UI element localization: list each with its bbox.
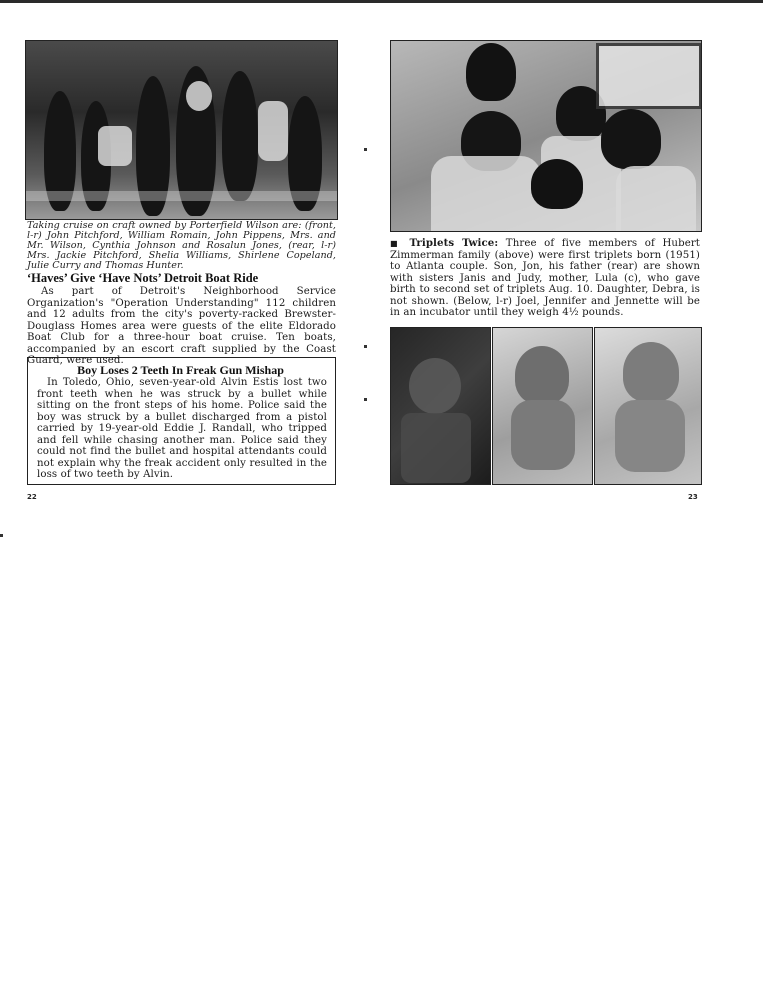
caption-bullet-icon: ■ <box>390 239 402 248</box>
triplets-caption <box>390 238 700 319</box>
boat-ride-headline: ‘Haves’ Give ‘Have Nots’ Detroit Boat Ride <box>27 271 259 285</box>
top-border-rule <box>0 0 763 3</box>
triplets-caption-lead: Triplets Twice: <box>409 237 499 249</box>
zimmerman-family-photo <box>390 40 702 232</box>
triplet-jennette-photo <box>594 327 702 485</box>
gun-mishap-headline: Boy Loses 2 Teeth In Freak Gun Mishap <box>77 363 284 377</box>
page-edge-mark <box>0 534 3 537</box>
boat-photo-caption: Taking cruise on craft owned by Porterfield Wilson are: (front, l-r) John Pitchford, William Romain, John Pippens, Mrs. and Mr. Wilson, Cynthia Johnson and Rosalun Jones, (rear, l-r) Mrs. Jackie Pitchford, Shelia Williams, Shirlene Copeland, Julie Curry and Thomas Hunter. <box>27 220 336 271</box>
triplet-joel-photo <box>390 327 491 485</box>
boat-cruise-photo <box>25 40 338 220</box>
triplets-caption-body: Three of five members of Hubert Zimmerman family (above) were first triplets born (1951) to Atlanta couple. Son, Jon, his father (rear) are shown with sisters Janis and Judy, mother, Lula (c), who gave birth to second set of triplets Aug. 10. Daughter, Debra, is not shown. (Below, l-r) Joel, Jennifer and Jennette will be in an incubator until they weigh 4½ pounds. <box>390 238 701 318</box>
gutter-mark <box>364 148 367 151</box>
gutter-mark <box>364 398 367 401</box>
triplet-jennifer-photo <box>492 327 593 485</box>
gun-mishap-article: In Toledo, Ohio, seven-year-old Alvin Estis lost two front teeth when he was struck by a bullet while sitting on the front steps of his home. Police said the boy was struck by a bullet discharged from a pistol carried by 19-year-old Eddie J. Randall, who tripped and fell while chasing another man. Police said they could not find the bullet and hospital attendants could not explain why the freak accident only resulted in the loss of two teeth by Alvin. <box>37 377 327 480</box>
page-number-left: 22 <box>27 493 37 501</box>
gutter-mark <box>364 345 367 348</box>
boat-ride-article: As part of Detroit's Neighborhood Service Organization's "Operation Understanding" 112 children and 12 adults from the city's poverty-racked Brewster-Douglass Homes area were guests of the elite Eldorado Boat Club for a three-hour boat cruise. Ten boats, accompanied by an escort craft supplied by the Coast Guard, were used. <box>27 286 336 366</box>
page-number-right: 23 <box>688 493 698 501</box>
gun-mishap-box <box>27 357 336 485</box>
